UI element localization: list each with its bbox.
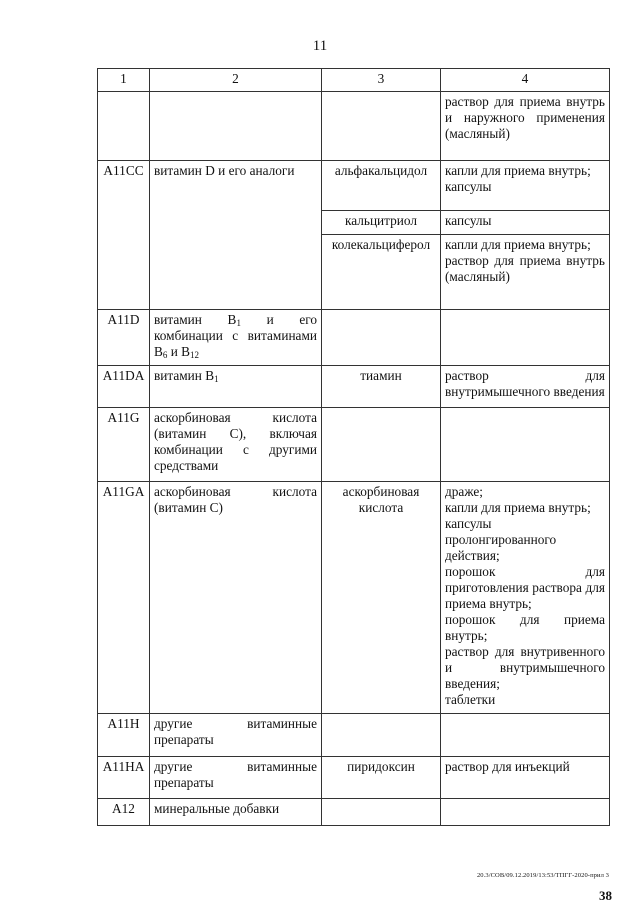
- dosage-form-cell: [441, 235, 610, 310]
- dosage-form-line: раствор для внутримышечного введения: [445, 368, 605, 399]
- page-number: 11: [312, 38, 328, 54]
- substance-cell: [322, 310, 441, 366]
- dosage-form-line: раствор для приема внутрь (масляный): [445, 253, 605, 284]
- dosage-form-cell: [441, 92, 610, 161]
- dosage-form-cell: [441, 310, 610, 366]
- header-col-4: 4: [441, 69, 610, 92]
- atc-code-cell: A11CC: [98, 161, 150, 310]
- dosage-form-cell: [441, 799, 610, 826]
- substance-cell: пиридоксин: [322, 757, 441, 799]
- header-col-3: 3: [322, 69, 441, 92]
- dosage-form-line: раствор для внутривенного и внутримышечного введения;: [445, 644, 605, 691]
- dosage-form-line: драже;: [445, 484, 483, 499]
- atc-code-cell: A12: [98, 799, 150, 826]
- table-row: [98, 310, 610, 366]
- atc-code-cell: A11D: [98, 310, 150, 366]
- group-text: витамин B: [154, 312, 237, 327]
- subscript: 1: [236, 318, 241, 328]
- table-row: [98, 799, 610, 826]
- group-cell: [150, 310, 322, 366]
- dosage-form-line: раствор для инъекций: [445, 759, 570, 774]
- substance-cell: тиамин: [322, 366, 441, 408]
- atc-code-cell: A11DA: [98, 366, 150, 408]
- substance-cell: колекальциферол: [322, 235, 441, 310]
- atc-code-cell: A11GA: [98, 482, 150, 714]
- dosage-form-line: капли для приема внутрь;: [445, 163, 591, 178]
- dosage-form-line: капли для приема внутрь;: [445, 500, 591, 515]
- document-footer-code: 20.3/СОВ/09.12.2019/13:53/ТПГГ-2020-прил 3: [476, 872, 609, 879]
- table-row: [98, 482, 610, 714]
- dosage-form-cell: [441, 366, 610, 408]
- substance-cell: альфакальцидол: [322, 161, 441, 211]
- table-row: [98, 92, 610, 161]
- dosage-form-line: порошок для приема внутрь;: [445, 612, 605, 643]
- dosage-form-line: таблетки: [445, 692, 496, 707]
- subscript: 1: [214, 374, 219, 384]
- group-text: витамин B: [154, 368, 215, 383]
- table-row: [98, 757, 610, 799]
- subscript: 6: [162, 350, 168, 360]
- group-cell: аскорбиновая кислота (витамин С), включая комбинации с другими средствами: [150, 408, 322, 482]
- atc-code-cell: [98, 92, 150, 161]
- group-cell: [150, 366, 322, 408]
- sheet-number: 38: [599, 888, 612, 903]
- table-row: [98, 161, 610, 211]
- atc-code-cell: A11HA: [98, 757, 150, 799]
- dosage-form-line: капсулы пролонгированного действия;: [445, 516, 557, 563]
- substance-cell: [322, 408, 441, 482]
- drug-table: [97, 68, 610, 826]
- dosage-form-cell: [441, 161, 610, 211]
- dosage-form-line: капсулы: [445, 179, 492, 194]
- substance-cell: [322, 714, 441, 757]
- substance-cell: [322, 799, 441, 826]
- table-header-row: [98, 69, 610, 92]
- dosage-form-cell: [441, 482, 610, 714]
- dosage-form-line: раствор для приема внутрь и наружного применения (масляный): [445, 94, 605, 141]
- group-cell: витамин D и его аналоги: [150, 161, 322, 310]
- dosage-form-line: капсулы: [445, 213, 492, 228]
- group-cell: другие витаминные препараты: [150, 757, 322, 799]
- table-row: [98, 714, 610, 757]
- group-cell: другие витаминные препараты: [150, 714, 322, 757]
- dosage-form-line: порошок для приготовления раствора для приема внутрь;: [445, 564, 605, 611]
- substance-cell: кальцитриол: [322, 211, 441, 235]
- atc-code-cell: A11G: [98, 408, 150, 482]
- group-text: и B: [167, 344, 191, 359]
- dosage-form-cell: [441, 714, 610, 757]
- header-col-2: 2: [150, 69, 322, 92]
- dosage-form-cell: [441, 757, 610, 799]
- substance-cell: [322, 92, 441, 161]
- group-cell: аскорбиновая кислота (витамин С): [150, 482, 322, 714]
- table-row: [98, 408, 610, 482]
- header-col-1: 1: [98, 69, 150, 92]
- subscript: 12: [190, 350, 200, 360]
- group-cell: минеральные добавки: [150, 799, 322, 826]
- table-row: [98, 366, 610, 408]
- group-cell: [150, 92, 322, 161]
- dosage-form-line: капли для приема внутрь;: [445, 237, 591, 252]
- substance-cell: аскорбиновая кислота: [322, 482, 441, 714]
- dosage-form-cell: [441, 408, 610, 482]
- dosage-form-cell: [441, 211, 610, 235]
- atc-code-cell: A11H: [98, 714, 150, 757]
- group-text: и его комбинации с витаминами B: [154, 312, 318, 359]
